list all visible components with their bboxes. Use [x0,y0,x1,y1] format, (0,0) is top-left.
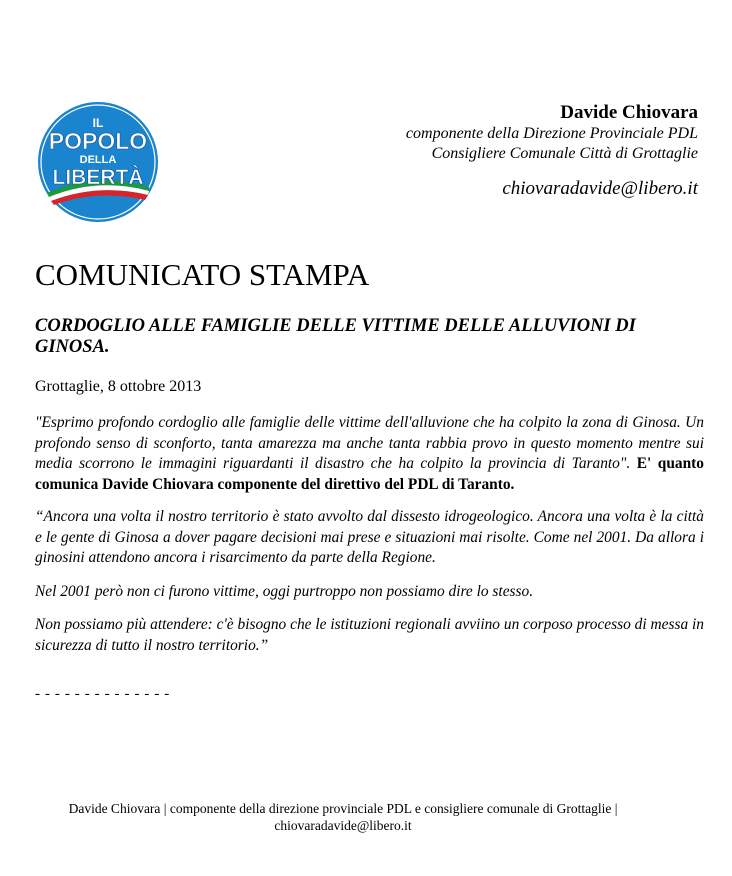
logo-popolo: POPOLO [48,128,148,154]
logo-liberta: LIBERTÀ [52,166,144,189]
attribution-text: E' quanto comunica Davide Chiovara componente del direttivo del PDL di Taranto. [35,455,704,493]
author-email[interactable]: chiovaradavide@libero.it [502,178,698,199]
author-role-1: componente della Direzione Provinciale PDL [405,125,698,142]
dateline: Grottaglie, 8 ottobre 2013 [35,378,202,395]
headline: CORDOGLIO ALLE FAMIGLIE DELLE VITTIME DELLE ALLUVIONI DI GINOSA. [35,316,636,357]
logo-il: IL [92,116,104,130]
body-paragraph-4: Non possiamo più attendere: c'è bisogno che le istituzioni regionali avviino un corposo processo di messa in sicurezza di tutto il nostro territorio.” [35,616,704,654]
body-paragraph-2: “Ancora una volta il nostro territorio è stato avvolto dal dissesto idrogeologico. Ancora una volta è la città e le gente di Ginosa a dover pagare decisioni mai prese e situazioni mai risolte. Come nel 2001. Da allora i ginosini attendono ancora i risarcimento da parte della Regione. [35,508,704,566]
body-paragraph-1 [35,413,704,495]
body-paragraph-3: Nel 2001 però non ci furono vittime, oggi purtroppo non possiamo dire lo stesso. [35,582,534,600]
quote-text: "Esprimo profondo cordoglio alle famiglie delle vittime dell'alluvione che ha colpito la zona di Ginosa. Un profondo senso di sconforto, tanta amarezza ma anche tanta rabbia provo in questo momento mentre sui media scorrono le immagini riguardanti il disastro che ha colpito la provincia di Taranto". [35,414,704,472]
pdl-logo-graphic [37,101,159,223]
author-header [406,102,698,200]
pdl-logo [37,101,159,223]
author-name: Davide Chiovara [560,102,698,123]
press-release-body [35,413,704,669]
document-title: COMUNICATO STAMPA [35,257,370,292]
footer-line-1: Davide Chiovara | componente della direzione provinciale PDL e consigliere comunale di Grottaglie | [68,801,618,816]
footer-email[interactable]: chiovaradavide@libero.it [274,818,412,833]
separator: - - - - - - - - - - - - - - [35,686,170,702]
page-footer [0,800,686,834]
author-role-2: Consigliere Comunale Città di Grottaglie [431,145,698,162]
logo-della: DELLA [79,154,117,166]
